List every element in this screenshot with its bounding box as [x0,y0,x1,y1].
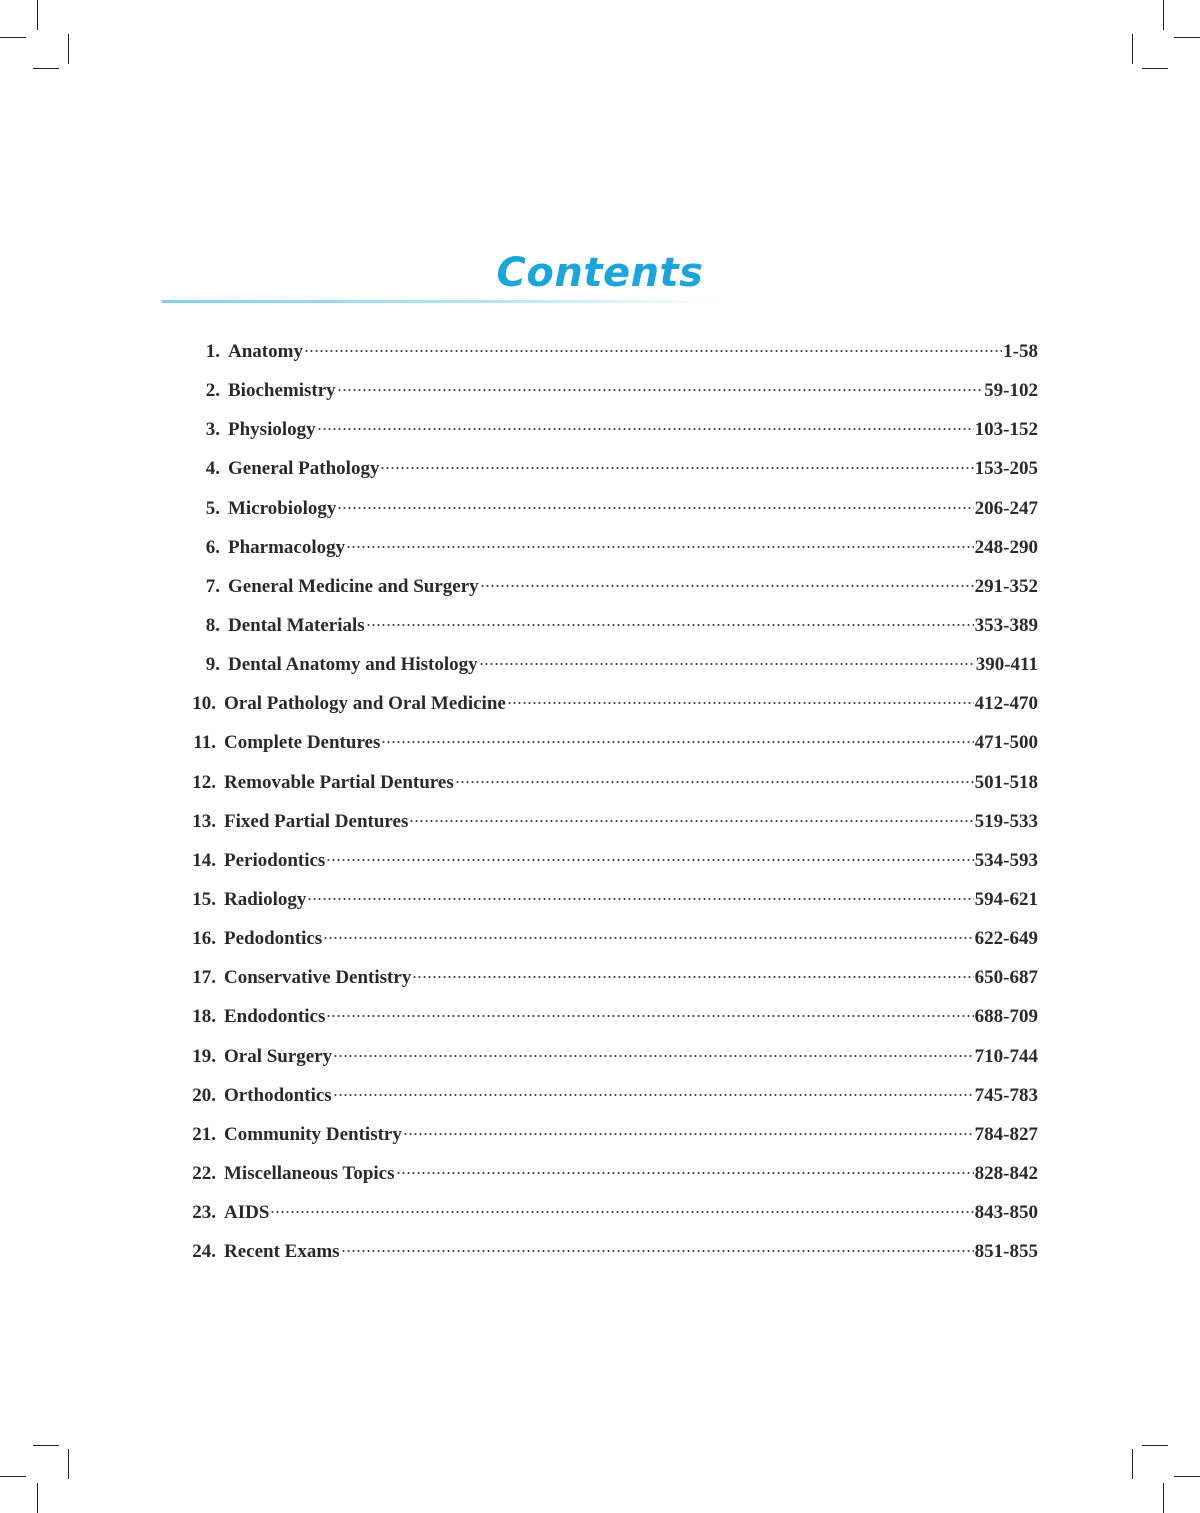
toc-entry-number: 15. [192,888,216,910]
crop-mark [1132,34,1133,64]
toc-entry-title: Radiology [224,888,307,910]
toc-entry-title: Complete Dentures [224,732,381,754]
toc-entry[interactable] [180,615,1038,654]
toc-entry-title: General Medicine and Surgery [228,575,479,597]
toc-entry-title: Microbiology [228,497,337,519]
toc-entry-pages: 843-850 [974,1202,1038,1224]
crop-mark [1142,1445,1168,1446]
crop-mark [1163,0,1164,30]
dot-leader [326,1014,973,1018]
toc-entry-title: Orthodontics [224,1084,332,1106]
toc-entry-number: 5. [205,497,220,519]
toc-entry[interactable] [180,380,1038,419]
table-of-contents [180,341,1038,1280]
dot-leader [403,1132,974,1136]
toc-entry-title: General Pathology [228,458,380,480]
toc-entry[interactable] [180,1085,1038,1124]
crop-mark [68,34,69,64]
crop-mark [1142,68,1168,69]
toc-entry-pages: 710-744 [974,1045,1038,1067]
dot-leader [507,701,974,705]
dot-leader [396,1171,974,1175]
crop-mark [0,37,26,38]
toc-entry-number: 6. [205,536,220,558]
crop-mark [33,68,59,69]
toc-entry-title: Physiology [228,419,316,441]
toc-entry[interactable] [180,1202,1038,1241]
dot-leader [346,545,974,549]
toc-entry-title: Periodontics [224,849,326,871]
toc-entry-title: Conservative Dentistry [224,967,412,989]
toc-entry-title: AIDS [224,1202,270,1224]
toc-entry[interactable] [180,498,1038,537]
toc-entry-pages: 594-621 [974,888,1038,910]
dot-leader [366,623,974,627]
toc-entry-number: 7. [205,575,220,597]
toc-entry-title: Oral Surgery [224,1045,333,1067]
toc-entry-pages: 851-855 [974,1241,1038,1263]
title-underline [162,300,722,303]
toc-entry[interactable] [180,928,1038,967]
toc-entry-number: 20. [192,1084,216,1106]
toc-entry[interactable] [180,850,1038,889]
dot-leader [479,662,975,666]
toc-entry-number: 24. [192,1241,216,1263]
crop-mark [1174,37,1200,38]
dot-leader [409,819,973,823]
dot-leader [455,780,974,784]
toc-entry-number: 4. [205,458,220,480]
toc-entry-pages: 1-58 [1003,341,1038,362]
toc-entry-pages: 519-533 [974,810,1038,832]
toc-entry-pages: 59-102 [984,380,1038,402]
toc-entry[interactable] [180,1241,1038,1280]
dot-leader [381,740,973,744]
toc-entry-pages: 206-247 [974,497,1038,519]
dot-leader [326,858,973,862]
dot-leader [337,388,984,392]
toc-entry-title: Community Dentistry [224,1123,402,1145]
toc-entry[interactable] [180,458,1038,497]
toc-entry-title: Recent Exams [224,1241,340,1263]
toc-entry-pages: 353-389 [974,614,1038,636]
toc-entry[interactable] [180,341,1038,380]
toc-entry-title: Anatomy [228,341,303,362]
toc-entry[interactable] [180,537,1038,576]
dot-leader [412,975,973,979]
toc-entry-pages: 291-352 [974,575,1038,597]
toc-entry-number: 9. [205,654,220,676]
toc-entry-number: 18. [192,1006,216,1028]
toc-entry-number: 10. [192,693,216,715]
toc-entry-pages: 412-470 [974,693,1038,715]
toc-entry-title: Pharmacology [228,536,346,558]
page-title: Contents [496,250,704,296]
dot-leader [317,427,974,431]
crop-mark [0,1476,26,1477]
toc-entry-number: 23. [192,1202,216,1224]
toc-entry-pages: 534-593 [974,849,1038,871]
toc-entry-number: 3. [205,419,220,441]
toc-entry-pages: 153-205 [974,458,1038,480]
toc-entry-pages: 501-518 [974,771,1038,793]
toc-entry-pages: 248-290 [974,536,1038,558]
toc-entry[interactable] [180,889,1038,928]
toc-entry-number: 11. [193,732,216,754]
toc-entry-title: Biochemistry [228,380,336,402]
toc-entry[interactable] [180,654,1038,693]
toc-entry-pages: 390-411 [975,654,1038,676]
toc-entry-pages: 828-842 [974,1162,1038,1184]
toc-entry[interactable] [180,811,1038,850]
crop-mark [37,0,38,30]
crop-mark [1132,1449,1133,1479]
toc-entry[interactable] [180,419,1038,458]
toc-entry-title: Dental Materials [228,614,365,636]
toc-entry-number: 22. [192,1162,216,1184]
toc-entry-number: 21. [192,1123,216,1145]
toc-entry[interactable] [180,1124,1038,1163]
toc-entry-title: Dental Anatomy and Histology [228,654,478,676]
toc-entry-number: 2. [205,380,220,402]
toc-entry-pages: 622-649 [974,928,1038,950]
toc-entry-title: Pedodontics [224,928,323,950]
crop-mark [33,1445,59,1446]
toc-entry[interactable] [180,967,1038,1006]
toc-entry-number: 17. [192,967,216,989]
toc-entry-pages: 688-709 [974,1006,1038,1028]
crop-mark [1174,1476,1200,1477]
toc-entry-number: 13. [192,810,216,832]
toc-entry-number: 1. [205,341,220,362]
toc-entry-pages: 784-827 [974,1123,1038,1145]
crop-mark [68,1449,69,1479]
dot-leader [380,466,973,470]
toc-entry-pages: 103-152 [974,419,1038,441]
dot-leader [323,936,973,940]
toc-entry[interactable] [180,1163,1038,1202]
toc-entry-title: Removable Partial Dentures [224,771,454,793]
toc-entry[interactable] [180,772,1038,811]
crop-mark [1163,1483,1164,1513]
toc-entry-pages: 471-500 [974,732,1038,754]
toc-entry-title: Miscellaneous Topics [224,1162,395,1184]
toc-entry-title: Oral Pathology and Oral Medicine [224,693,506,715]
toc-entry-pages: 650-687 [974,967,1038,989]
toc-entry-number: 8. [205,614,220,636]
toc-entry-number: 12. [192,771,216,793]
crop-mark [37,1483,38,1513]
toc-entry[interactable] [180,1046,1038,1085]
toc-entry-title: Fixed Partial Dentures [224,810,409,832]
dot-leader [333,1093,974,1097]
dot-leader [333,1054,973,1058]
toc-entry[interactable] [180,576,1038,615]
toc-entry[interactable] [180,732,1038,771]
dot-leader [337,506,973,510]
dot-leader [270,1210,973,1214]
toc-entry-number: 14. [192,849,216,871]
toc-entry[interactable] [180,693,1038,732]
dot-leader [304,349,1002,353]
dot-leader [480,584,974,588]
toc-entry-number: 19. [192,1045,216,1067]
toc-entry-title: Endodontics [224,1006,326,1028]
dot-leader [307,897,973,901]
toc-entry-number: 16. [192,928,216,950]
toc-entry-pages: 745-783 [974,1084,1038,1106]
dot-leader [341,1249,974,1253]
toc-entry[interactable] [180,1006,1038,1045]
